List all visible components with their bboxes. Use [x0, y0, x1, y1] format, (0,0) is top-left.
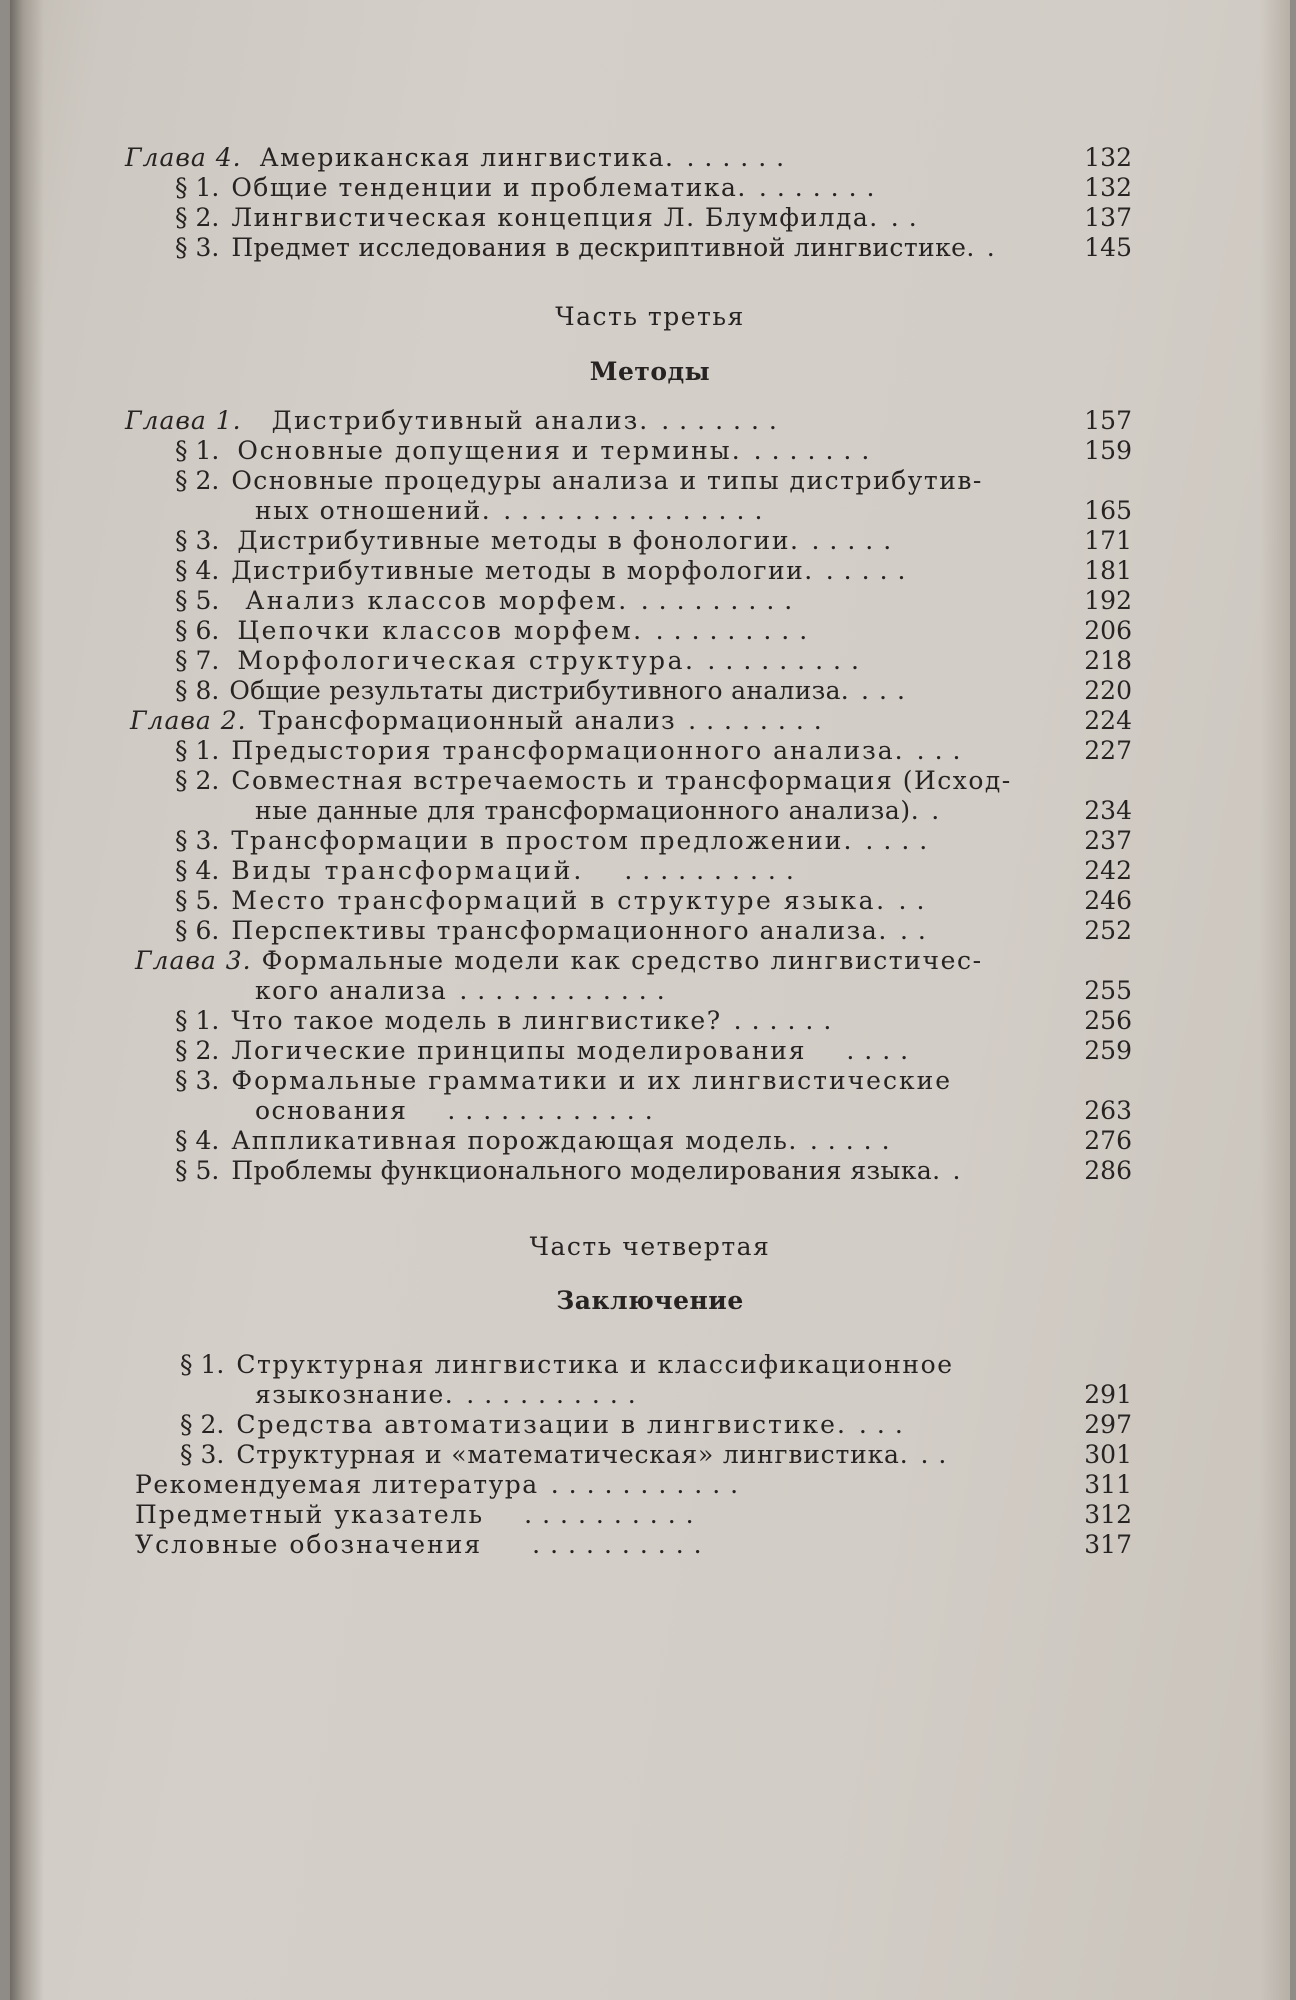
section-label: § 2. — [175, 1036, 220, 1065]
leader-dots: ..... — [811, 526, 902, 555]
leader-dots: ......... — [655, 616, 818, 645]
section-title: Общие тенденции и проблематика. — [231, 173, 747, 202]
toc-section-line — [175, 856, 804, 886]
page-number: 301 — [1084, 1440, 1132, 1469]
leader-dots: .... — [846, 1036, 919, 1065]
section-label: § 1. — [175, 1006, 220, 1035]
leader-dots: ....... — [753, 436, 880, 465]
section-label: § 1. — [175, 173, 220, 202]
section-title: Общие результаты дистрибутивного анализа. — [229, 676, 850, 705]
chapter-title: Трансформационный анализ — [258, 706, 677, 735]
page-number: 145 — [1084, 233, 1132, 262]
section-label: § 4. — [175, 1126, 220, 1155]
leader-dots: ......... — [707, 646, 869, 675]
toc-section-line — [175, 436, 879, 466]
page-number: 242 — [1084, 856, 1132, 885]
page-number: 263 — [1084, 1096, 1132, 1125]
toc-section-line — [175, 1036, 918, 1066]
leader-dots: ............... — [503, 496, 773, 525]
leader-dots: ... — [858, 1410, 913, 1439]
section-title: Совместная встречаемость и трансформация (Исход- — [231, 766, 1012, 795]
section-title: Анализ классов морфем. — [245, 586, 629, 615]
page-number: 311 — [1084, 1470, 1132, 1499]
chapter-title: Дистрибутивный анализ. — [271, 406, 650, 435]
leader-dots: .......... — [624, 856, 804, 885]
part-label: Часть четвертая — [529, 1232, 771, 1261]
toc-section-line — [175, 616, 817, 646]
part-title: Методы — [589, 357, 711, 386]
section-label: § 5. — [175, 1156, 220, 1185]
leader-dots: ........... — [550, 1470, 749, 1499]
table-of-contents — [10, 0, 1290, 2000]
section-label: § 1. — [180, 1350, 225, 1379]
toc-section-line — [175, 736, 970, 766]
page-number: 137 — [1084, 203, 1132, 232]
section-label: § 3. — [175, 526, 220, 555]
page-number: 259 — [1084, 1036, 1132, 1065]
toc-section-line — [175, 203, 927, 233]
section-title: Что такое модель в лингвистике? — [231, 1006, 722, 1035]
page-number: 171 — [1084, 526, 1132, 555]
section-label: § 3. — [180, 1440, 225, 1469]
toc-section-line — [180, 1350, 954, 1380]
section-label: § 6. — [175, 916, 220, 945]
leader-dots: . — [931, 796, 950, 825]
section-title: Место трансформаций в структуре языка. — [231, 886, 887, 915]
section-title: Структурная и «математическая» лингвистика. — [236, 1440, 909, 1469]
section-title: Логические принципы моделирования — [231, 1036, 807, 1065]
toc-backmatter-line — [135, 1530, 712, 1560]
section-title: Морфологическая структура. — [237, 646, 696, 675]
section-title-continuation: ных отношений. — [255, 496, 492, 525]
toc-section-line — [175, 1156, 970, 1186]
page-number: 192 — [1084, 586, 1132, 615]
section-label: § 3. — [175, 233, 220, 262]
page-number: 181 — [1084, 556, 1132, 585]
toc-section-line — [175, 233, 1005, 263]
page-number: 220 — [1084, 676, 1132, 705]
section-title: Лингвистическая концепция Л. Блумфилда. — [231, 203, 879, 232]
book-page — [10, 0, 1290, 2000]
section-title: Предмет исследования в дескриптивной лингвистике. — [231, 233, 975, 262]
page-number: 246 — [1084, 886, 1132, 915]
section-label: § 3. — [175, 1066, 220, 1095]
toc-section-continuation — [255, 796, 949, 826]
leader-dots: .......... — [466, 1380, 646, 1409]
section-label: § 4. — [175, 556, 220, 585]
chapter-label: Глава 4. — [125, 143, 242, 172]
toc-section-line — [175, 556, 915, 586]
toc-section-line — [175, 1066, 952, 1096]
leader-dots: .......... — [532, 1530, 712, 1559]
toc-section-continuation — [255, 496, 772, 526]
toc-backmatter-line — [135, 1470, 748, 1500]
toc-chapter-line — [125, 143, 794, 173]
page-number: 255 — [1084, 976, 1132, 1005]
toc-backmatter-line — [135, 1500, 704, 1530]
section-title-continuation: языкознание. — [255, 1380, 455, 1409]
toc-section-line — [175, 826, 937, 856]
toc-section-line — [180, 1440, 956, 1470]
leader-dots: ....... — [661, 406, 787, 435]
chapter-title-continuation: кого анализа — [255, 976, 448, 1005]
section-label: § 4. — [175, 856, 220, 885]
leader-dots: ... — [916, 736, 971, 765]
page-number: 276 — [1084, 1126, 1132, 1155]
toc-chapter-continuation — [255, 976, 675, 1006]
leader-dots: .. — [920, 1440, 957, 1469]
section-title: Основные процедуры анализа и типы дистрибутив- — [231, 466, 983, 495]
page-number: 132 — [1084, 173, 1132, 202]
part-title: Заключение — [556, 1286, 744, 1315]
toc-section-line — [180, 1410, 913, 1440]
page-number: 159 — [1084, 436, 1132, 465]
leader-dots: ....... — [758, 173, 885, 202]
leader-dots: .......... — [524, 1500, 704, 1529]
backmatter-title: Рекомендуемая литература — [135, 1470, 539, 1499]
backmatter-title: Условные обозначения — [135, 1530, 483, 1559]
page-number: 227 — [1084, 736, 1132, 765]
toc-chapter-line — [125, 406, 787, 436]
leader-dots: . — [952, 1156, 971, 1185]
toc-section-line — [175, 526, 901, 556]
section-label: § 2. — [175, 766, 220, 795]
toc-section-line — [175, 766, 1012, 796]
leader-dots: .. — [890, 203, 927, 232]
leader-dots: ... — [861, 676, 915, 705]
section-title: Виды трансформаций. — [231, 856, 585, 885]
toc-section-line — [175, 646, 869, 676]
page-number: 291 — [1084, 1380, 1132, 1409]
part-label: Часть третья — [555, 302, 745, 331]
section-title: Основные допущения и термины. — [237, 436, 742, 465]
page-number: 157 — [1084, 406, 1132, 435]
toc-section-line — [175, 173, 885, 203]
page-number: 132 — [1084, 143, 1132, 172]
section-title: Средства автоматизации в лингвистике. — [236, 1410, 847, 1439]
leader-dots: ........ — [688, 706, 832, 735]
section-label: § 2. — [180, 1410, 225, 1439]
toc-section-continuation — [255, 1380, 646, 1410]
page-number: 297 — [1084, 1410, 1132, 1439]
chapter-title: Формальные модели как средство лингвистичес- — [261, 946, 983, 975]
section-title: Предыстория трансформационного анализа. — [231, 736, 905, 765]
toc-section-line — [175, 586, 802, 616]
section-title-continuation: ные данные для трансформационного анализа). — [255, 796, 920, 825]
toc-section-line — [175, 676, 915, 706]
toc-section-line — [175, 916, 936, 946]
section-label: § 3. — [175, 826, 220, 855]
section-title-continuation: основания — [255, 1096, 408, 1125]
chapter-label: Глава 1. — [125, 406, 242, 435]
chapter-label: Глава 2. — [130, 706, 247, 735]
page-number: 312 — [1084, 1500, 1132, 1529]
chapter-title: Американская лингвистика. — [259, 143, 675, 172]
toc-section-line — [175, 1126, 900, 1156]
section-title: Трансформации в простом предложении. — [231, 826, 854, 855]
section-label: § 5. — [175, 886, 220, 915]
section-title: Аппликативная порождающая модель. — [231, 1126, 798, 1155]
leader-dots: .. — [899, 916, 936, 945]
leader-dots: ......... — [640, 586, 803, 615]
section-label: § 2. — [175, 203, 220, 232]
page-number: 206 — [1084, 616, 1132, 645]
page-number: 224 — [1084, 706, 1132, 735]
section-title: Проблемы функционального моделирования языка. — [231, 1156, 941, 1185]
section-label: § 5. — [175, 586, 220, 615]
section-label: § 1. — [175, 736, 220, 765]
section-title: Перспективы трансформационного анализа. — [231, 916, 888, 945]
toc-section-line — [175, 466, 983, 496]
page-number: 286 — [1084, 1156, 1132, 1185]
backmatter-title: Предметный указатель — [135, 1500, 485, 1529]
section-label: § 6. — [175, 616, 220, 645]
section-label: § 7. — [175, 646, 220, 675]
page-number: 317 — [1084, 1530, 1132, 1559]
leader-dots: .. — [898, 886, 935, 915]
leader-dots: ...... — [733, 1006, 842, 1035]
page-number: 237 — [1084, 826, 1132, 855]
leader-dots: ...... — [686, 143, 795, 172]
section-title: Структурная лингвистика и классификационное — [236, 1350, 954, 1379]
toc-section-continuation — [255, 1096, 663, 1126]
section-label: § 8. — [175, 676, 220, 705]
page-number: 252 — [1084, 916, 1132, 945]
leader-dots: ............ — [459, 976, 675, 1005]
leader-dots: ............ — [447, 1096, 663, 1125]
page-number: 234 — [1084, 796, 1132, 825]
page-number: 256 — [1084, 1006, 1132, 1035]
toc-chapter-line — [135, 946, 983, 976]
page-number: 218 — [1084, 646, 1132, 675]
page-number: 165 — [1084, 496, 1132, 525]
section-title: Дистрибутивные методы в фонологии. — [237, 526, 800, 555]
section-label: § 1. — [175, 436, 220, 465]
section-label: § 2. — [175, 466, 220, 495]
section-title: Формальные грамматики и их лингвистические — [231, 1066, 953, 1095]
leader-dots: ..... — [825, 556, 916, 585]
section-title: Цепочки классов морфем. — [237, 616, 644, 645]
leader-dots: .... — [865, 826, 938, 855]
toc-section-line — [175, 1006, 841, 1036]
chapter-label: Глава 3. — [135, 946, 252, 975]
toc-chapter-line — [130, 706, 832, 736]
section-title: Дистрибутивные методы в морфологии. — [231, 556, 814, 585]
toc-section-line — [175, 886, 934, 916]
leader-dots: . — [986, 233, 1005, 262]
leader-dots: ..... — [809, 1126, 900, 1155]
